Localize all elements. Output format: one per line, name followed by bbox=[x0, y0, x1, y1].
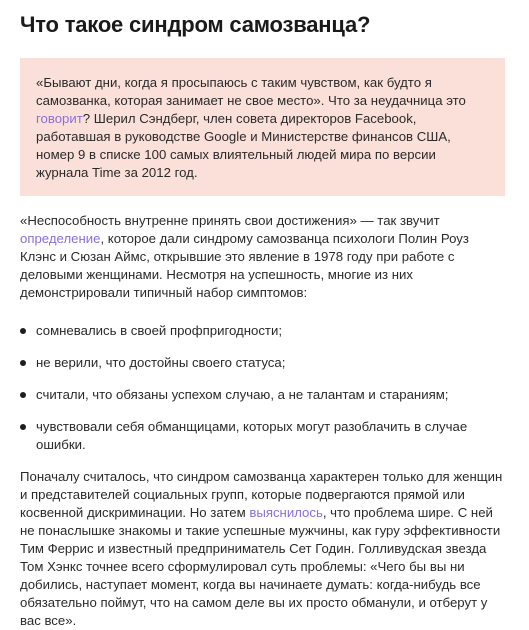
list-item-text: чувствовали себя обманщицами, которых могут разоблачить в случае ошибки. bbox=[36, 419, 468, 452]
quote-block bbox=[20, 58, 505, 196]
definition-paragraph bbox=[20, 212, 505, 302]
definition-paragraph-end: , которое дали синдрому самозванца психологи Полин Роуз Клэнс и Сюзан Аймс, открывшие это явление в 1978 году при работе с деловыми женщинами. Несмотря на успешность, многие из них демонстрировали типичный набор симптомов: bbox=[20, 231, 469, 300]
research-link[interactable]: выяснилось bbox=[249, 505, 323, 520]
list-item bbox=[20, 354, 505, 372]
symptoms-list bbox=[20, 322, 505, 454]
list-item-text: считали, что обязаны успехом случаю, а не талантам и стараниям; bbox=[36, 387, 449, 402]
history-paragraph-end: , что проблема шире. С ней не понаслышке знакомы и такие успешные мужчины, как гуру эффективности Тим Феррис и известный предприниматель Сет Годин. Голливудская звезда Том Хэнкс точнее всего сформулировал суть проблемы: «Чего бы вы ни добились, наступает момент, когда вы начинаете думать: когда-нибудь все обязательно поймут, что на самом деле вы их просто обманули, и отберут у вас все». bbox=[20, 505, 501, 628]
definition-link[interactable]: определение bbox=[20, 231, 101, 246]
quote-source-link[interactable]: говорит bbox=[36, 111, 83, 126]
bullet-icon bbox=[20, 360, 26, 366]
history-paragraph-start: Поначалу считалось, что синдром самозванца характерен только для женщин и представителей социальных групп, которые подвергаются прямой или косвенной дискриминации. Но затем bbox=[20, 469, 503, 520]
list-item-text: сомневались в своей профпригодности; bbox=[36, 323, 283, 338]
bullet-icon bbox=[20, 424, 26, 430]
quote-text bbox=[36, 74, 481, 182]
bullet-icon bbox=[20, 328, 26, 334]
list-item bbox=[20, 386, 505, 404]
bullet-icon bbox=[20, 392, 26, 398]
list-item bbox=[20, 322, 505, 340]
quote-text-end: ? Шерил Сэндберг, член совета директоров Facebook, работавшая в руководстве Google и Министерстве финансов США, номер 9 в списке 100 самых влиятельный людей мира по версии журнала Time за 2012 год. bbox=[36, 111, 451, 180]
history-paragraph bbox=[20, 468, 505, 630]
list-item bbox=[20, 418, 505, 454]
article-heading: Что такое синдром самозванца? bbox=[20, 12, 371, 37]
list-item-text: не верили, что достойны своего статуса; bbox=[36, 355, 286, 370]
quote-text-start: «Бывают дни, когда я просыпаюсь с таким чувством, как будто я самозванка, которая занимает не свое место». Что за неудачница это bbox=[36, 75, 466, 108]
definition-paragraph-start: «Неспособность внутренне принять свои достижения» — так звучит bbox=[20, 213, 440, 228]
